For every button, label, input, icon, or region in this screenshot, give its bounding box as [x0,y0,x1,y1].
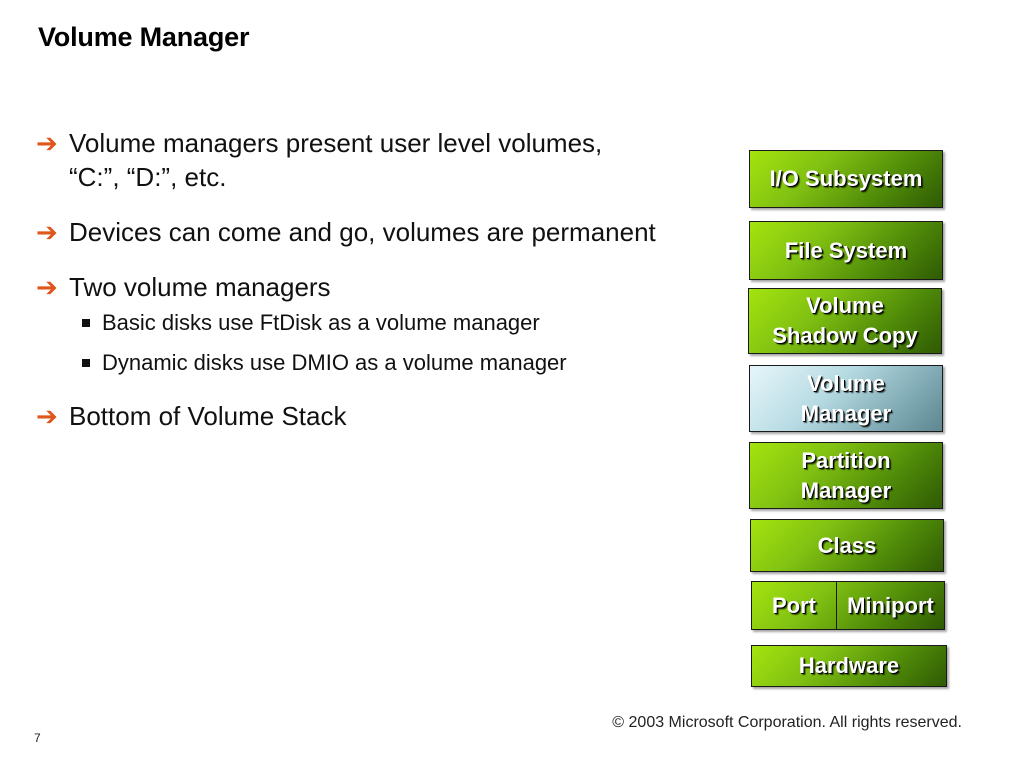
stack-miniport [837,582,944,629]
bullet-item [36,215,726,249]
stack-label: Manager [800,400,892,426]
bullet-text [69,270,331,304]
stack-label: File System [784,237,908,263]
page-number: 7 [34,731,41,745]
bullet-text [69,126,602,194]
stack-box-port-miniport [751,581,945,630]
stack-label: Hardware [798,653,900,678]
bullet-text [69,215,656,249]
stack-label: Shadow Copy [772,323,918,348]
stack-box-file-system [749,221,943,280]
sub-bullet-text: Basic disks use FtDisk as a volume manager [102,310,540,335]
arrow-right-icon: ➔ [36,272,58,302]
stack-label: Volume [806,293,884,318]
stack-label: Volume [807,370,885,396]
stack-box-class [750,519,944,572]
arrow-right-icon: ➔ [36,128,58,158]
bullet-line: Devices can come and go, volumes are permanent [69,217,656,247]
sub-bullet-item [82,349,726,377]
square-bullet-icon [82,359,90,367]
bullet-list [36,126,726,433]
arrow-right-icon: ➔ [36,217,58,247]
bullet-text [69,399,346,433]
bullet-line: Volume managers present user level volumes, [69,128,603,158]
stack-label: Port [772,592,816,618]
square-bullet-icon [82,319,90,327]
stack-label: I/O Subsystem [769,166,923,191]
bullet-line: Bottom of Volume Stack [69,401,347,431]
copyright-notice: © 2003 Microsoft Corporation. All rights reserved. [612,714,962,731]
sub-bullet-item [82,309,726,337]
bullet-item [36,399,726,433]
stack-box-hardware [751,645,947,687]
sub-bullet-text: Dynamic disks use DMIO as a volume manager [102,350,567,375]
stack-box-volume-shadow-copy [748,288,942,354]
arrow-right-icon: ➔ [36,401,58,431]
stack-box-io-subsystem [749,150,943,208]
stack-label: Manager [800,477,892,503]
stack-box-partition-manager [749,442,943,509]
stack-box-volume-manager [749,365,943,432]
stack-label: Class [817,532,877,558]
bullet-line: “C:”, “D:”, etc. [69,162,227,192]
stack-label: Partition [801,447,891,473]
bullet-line: Two volume managers [69,272,331,302]
page-title: Volume Manager [38,22,250,52]
bullet-item [36,270,726,304]
bullet-item [36,126,726,194]
stack-label: Miniport [847,592,934,618]
stack-port [752,582,837,629]
sub-bullet-list [82,309,726,377]
